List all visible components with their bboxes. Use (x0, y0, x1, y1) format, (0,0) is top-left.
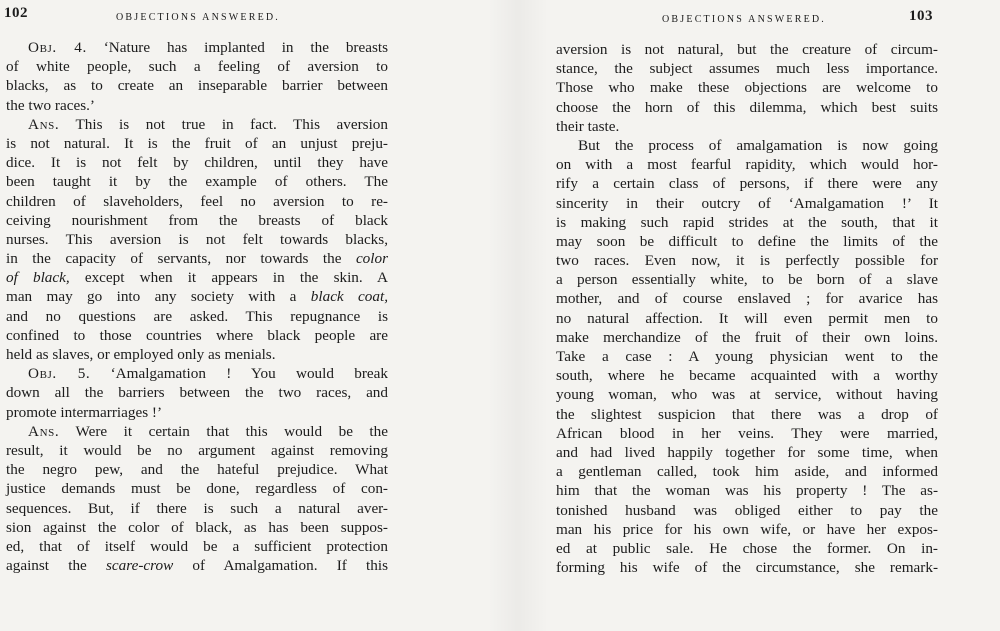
line-text: held as slaves, or employed only as menials. (6, 346, 276, 363)
line-text: young woman, who was at service, without having (556, 386, 938, 404)
line-text: children of slaveholders, feel no aversion to re- (6, 192, 388, 210)
text-line (6, 383, 388, 402)
line-text: in the capacity of servants, nor towards the (6, 250, 356, 268)
line-text: sion against the color of black, as has been suppos- (6, 518, 388, 536)
text-line (6, 460, 388, 479)
line-text: ed, that of itself would be a sufficient protection (6, 537, 388, 555)
line-text: African blood in her veins. They were married, (556, 424, 938, 442)
text-line (556, 174, 938, 193)
paragraph-lead: Ans. (28, 422, 60, 440)
text-line (556, 59, 938, 78)
text-line (556, 347, 938, 366)
left-running-head: OBJECTIONS ANSWERED. (116, 12, 281, 23)
line-text: and no questions are asked. This repugnance is (6, 307, 388, 325)
text-line (556, 366, 938, 385)
text-line (6, 345, 388, 364)
line-text: Were it certain that this would be the (59, 422, 388, 440)
left-page-number: 102 (4, 5, 28, 21)
line-text: result, it would be no argument against removing (6, 441, 388, 459)
line-text: ceiving nourishment from the breasts of black (6, 211, 388, 229)
line-text: a person essentially white, to be born of a slave (556, 271, 938, 289)
text-line (556, 328, 938, 347)
line-text: been taught it by the example of others. The (6, 173, 388, 191)
text-line (6, 76, 388, 95)
paragraph-lead: Obj. 5. (28, 365, 91, 383)
italic-text: scare-crow (106, 557, 174, 575)
text-line (6, 96, 388, 115)
line-text: This is not true in fact. This aversion (59, 115, 388, 133)
text-line (6, 518, 388, 537)
text-line (6, 57, 388, 76)
line-text: sincerity in their outcry of ‘Amalgamation !’ It (556, 194, 938, 212)
text-line (556, 155, 938, 174)
line-text: of white people, such a feeling of aversion to (6, 58, 388, 76)
line-text-tail: of Amalgamation. If this (173, 557, 388, 575)
line-text: him that the woman was his property ! The as- (556, 482, 938, 500)
line-text: sequences. But, if there is such a natural aver- (6, 499, 388, 517)
line-text: blacks, as to create an inseparable barrier between (6, 77, 388, 95)
line-text: stance, the subject assumes much less importance. (556, 60, 938, 78)
line-text: make merchandize of the fruit of their own loins. (556, 328, 938, 346)
text-line (556, 40, 938, 59)
line-text: is making such rapid strides at the south, that it (556, 213, 938, 231)
text-line (556, 289, 938, 308)
line-text: man his price for his own wife, or have her expos- (556, 520, 938, 538)
text-line (556, 385, 938, 404)
line-text: and had lived happily together for some time, when (556, 443, 938, 461)
italic-text: color (355, 250, 388, 268)
line-text: aversion is not natural, but the creature of circum- (556, 41, 938, 58)
line-text: promote intermarriages !’ (6, 403, 163, 421)
right-page-text (556, 40, 938, 577)
line-text: confined to those countries where black people are (6, 326, 388, 344)
text-line (6, 422, 388, 441)
line-text: the two races.’ (6, 96, 95, 114)
text-line (6, 537, 388, 556)
text-line (6, 249, 388, 268)
line-text: But the process of amalgamation is now going (578, 136, 938, 154)
line-text: Take a case : A young physician went to the (556, 348, 938, 365)
line-text: nurses. This aversion is not felt towards blacks, (6, 230, 388, 248)
left-page-text (6, 38, 388, 575)
text-line (6, 441, 388, 460)
line-text: Those who make these objections are welcome to (556, 79, 938, 97)
line-text: ed at public sale. He chose the former. On in- (556, 539, 938, 557)
text-line (556, 424, 938, 443)
paragraph-lead: Obj. 4. (28, 39, 87, 56)
text-line (556, 558, 938, 577)
line-text: the negro pew, and the hateful prejudice. What (6, 461, 388, 479)
text-line (6, 287, 388, 306)
text-line (556, 481, 938, 500)
text-line (556, 117, 938, 136)
right-page (500, 0, 1000, 631)
text-line (6, 499, 388, 518)
text-line (6, 211, 388, 230)
line-text: down all the barriers between the two races, and (6, 384, 388, 402)
line-text: choose the horn of this dilemma, which best suits (556, 98, 938, 116)
text-line (6, 115, 388, 134)
line-text: ‘Nature has implanted in the breasts (86, 39, 388, 56)
text-line (556, 520, 938, 539)
text-line (556, 213, 938, 232)
line-text: tonished husband was obliged either to pay the (556, 501, 938, 519)
text-line (556, 462, 938, 481)
text-line (556, 78, 938, 97)
text-line (6, 172, 388, 191)
italic-text: black coat, (310, 288, 388, 306)
line-text: the slightest suspicion that there was a drop of (556, 405, 938, 423)
line-text: dice. It is not felt by children, until they have (6, 154, 388, 172)
text-line (556, 98, 938, 117)
line-text: ‘Amalgamation ! You would break (90, 365, 388, 383)
line-text: forming his wife of the circumstance, she remark- (556, 559, 938, 577)
line-text: a gentleman called, took him aside, and informed (556, 463, 938, 481)
line-text: no natural affection. It will even permit men to (556, 309, 938, 327)
text-line (556, 270, 938, 289)
line-text: man may go into any society with a (6, 288, 311, 306)
text-line (556, 405, 938, 424)
line-text: their taste. (556, 117, 620, 135)
line-text: two races. Even now, it is perfectly possible for (556, 252, 938, 270)
line-text: except when it appears in the skin. A (69, 269, 388, 287)
right-running-head: OBJECTIONS ANSWERED. (662, 14, 827, 25)
text-line (6, 153, 388, 172)
line-text: south, where he became acquainted with a worthy (556, 367, 938, 385)
text-line (6, 364, 388, 383)
text-line (556, 194, 938, 213)
text-line (6, 556, 388, 575)
italic-text: of black, (6, 269, 70, 287)
text-line (6, 192, 388, 211)
text-line (6, 134, 388, 153)
text-line (556, 501, 938, 520)
line-text: on with a most fearful rapidity, which would hor- (556, 156, 938, 174)
line-text: is not natural. It is the fruit of an unjust preju- (6, 134, 388, 152)
line-text: justice demands must be done, regardless of con- (6, 480, 388, 498)
line-text: mother, and of course enslaved ; for avarice has (556, 290, 938, 308)
text-line (6, 326, 388, 345)
text-line (556, 309, 938, 328)
text-line (6, 479, 388, 498)
paragraph-lead: Ans. (28, 115, 60, 133)
right-page-number: 103 (909, 8, 933, 24)
text-line (6, 38, 388, 57)
line-text: against the (6, 557, 107, 575)
text-line (6, 307, 388, 326)
text-line (556, 539, 938, 558)
text-line (556, 232, 938, 251)
text-line (556, 251, 938, 270)
text-line (6, 268, 388, 287)
text-line (6, 403, 388, 422)
text-line (556, 443, 938, 462)
text-line (6, 230, 388, 249)
text-line (556, 136, 938, 155)
line-text: may soon be difficult to define the limits of the (556, 232, 938, 250)
line-text: rify a certain class of persons, if there were any (556, 175, 938, 193)
